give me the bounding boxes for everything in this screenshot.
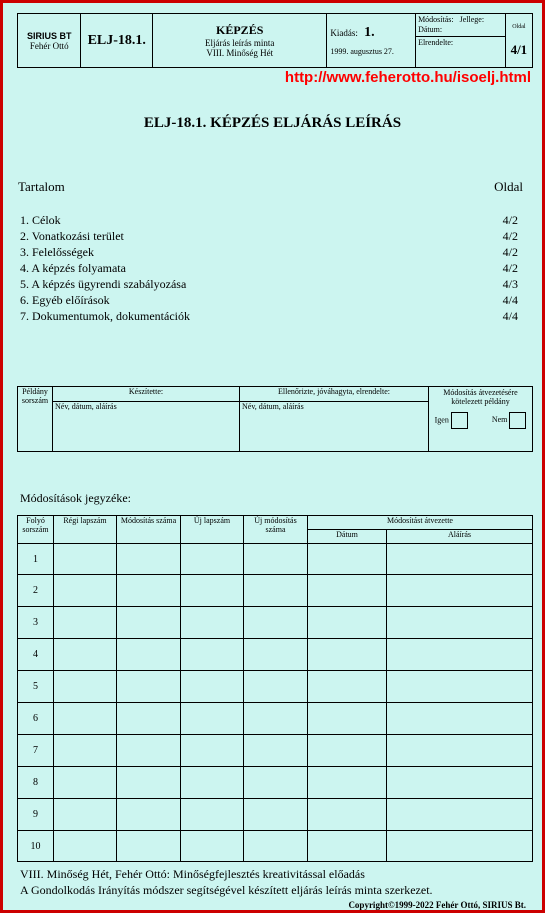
row-number: 10 <box>18 831 54 862</box>
page-label: Oldal <box>512 23 526 30</box>
cell[interactable] <box>181 575 244 607</box>
modifications-heading: Módosítások jegyzéke: <box>20 491 131 505</box>
toc-item <box>20 229 518 245</box>
document-title: ELJ-18.1. KÉPZÉS ELJÁRÁS LEÍRÁS <box>143 115 402 131</box>
row-number: 2 <box>18 575 54 607</box>
cell[interactable] <box>244 735 308 767</box>
cell[interactable] <box>54 575 117 607</box>
no-checkbox[interactable] <box>509 412 526 429</box>
cell[interactable] <box>244 671 308 703</box>
cell[interactable] <box>308 767 387 799</box>
doc-code: ELJ-18.1. <box>81 14 153 68</box>
page-cell <box>505 14 532 68</box>
cell[interactable] <box>244 831 308 862</box>
toc-item-page: 4/3 <box>502 277 518 291</box>
cell[interactable] <box>308 799 387 831</box>
cell[interactable] <box>117 607 181 639</box>
table-row <box>18 703 533 735</box>
cell[interactable] <box>308 735 387 767</box>
modifications-table <box>17 515 533 862</box>
row-number: 6 <box>18 703 54 735</box>
cell[interactable] <box>387 575 533 607</box>
row-number: 8 <box>18 767 54 799</box>
cell[interactable] <box>181 544 244 575</box>
cell[interactable] <box>387 799 533 831</box>
row-number: 4 <box>18 639 54 671</box>
company-cell <box>18 14 81 68</box>
mandatory-copy-label: Módosítás átvezetésére kötelezett példány <box>443 388 518 406</box>
cell[interactable] <box>387 767 533 799</box>
toc-item <box>20 261 518 277</box>
cell[interactable] <box>387 544 533 575</box>
toc-item-page: 4/2 <box>502 213 518 227</box>
toc-item-label: 7. Dokumentumok, dokumentációk <box>20 309 190 323</box>
table-row <box>18 831 533 862</box>
toc-item-page: 4/4 <box>502 293 518 307</box>
toc-item-label: 6. Egyéb előírások <box>20 293 110 307</box>
cell[interactable] <box>244 799 308 831</box>
prepared-by-header: Készítette: <box>53 387 240 402</box>
cell[interactable] <box>181 639 244 671</box>
cell[interactable] <box>387 671 533 703</box>
type-label: Jellege: <box>459 15 485 24</box>
row-number: 5 <box>18 671 54 703</box>
table-row <box>18 607 533 639</box>
cell[interactable] <box>181 703 244 735</box>
issue-value: 1. <box>364 25 375 40</box>
toc-item <box>20 293 518 309</box>
table-row <box>18 544 533 575</box>
footer-line-2: A Gondolkodás Irányítás módszer segítségével készített eljárás leírás minta szerkezet. <box>20 883 433 897</box>
row-number: 9 <box>18 799 54 831</box>
signature-table <box>17 386 533 452</box>
cell[interactable] <box>244 639 308 671</box>
toc-item-page: 4/2 <box>502 245 518 259</box>
checked-by-header: Ellenőrizte, jóváhagyta, elrendelte: <box>240 387 429 402</box>
table-row <box>18 767 533 799</box>
cell[interactable] <box>387 639 533 671</box>
cell[interactable] <box>308 575 387 607</box>
cell[interactable] <box>181 831 244 862</box>
toc-item-page: 4/2 <box>502 261 518 275</box>
col-applied-header: Módosítást átvezette <box>308 516 533 530</box>
table-row <box>18 799 533 831</box>
footer-line-1: VIII. Minőség Hét, Fehér Ottó: Minőségfejlesztés kreativitással előadás <box>20 867 365 881</box>
title-cell <box>153 14 327 68</box>
no-label: Nem <box>491 415 508 425</box>
toc-item-label: 4. A képzés folyamata <box>20 261 126 275</box>
toc-item <box>20 213 518 229</box>
table-row <box>18 735 533 767</box>
cell[interactable] <box>117 831 181 862</box>
cell[interactable] <box>244 703 308 735</box>
cell[interactable] <box>181 607 244 639</box>
cell[interactable] <box>244 544 308 575</box>
copyright: Copyright©1999-2022 Fehér Ottó, SIRIUS Bt. <box>348 900 526 910</box>
page-value: 4/1 <box>510 41 528 57</box>
row-number: 7 <box>18 735 54 767</box>
cell[interactable] <box>54 703 117 735</box>
row-number: 3 <box>18 607 54 639</box>
col-new-mod-header: Új módosítás száma <box>244 516 308 544</box>
col-new-page-header: Új lapszám <box>181 516 244 544</box>
header-subtitle-2: VIII. Minőség Hét <box>206 48 274 58</box>
toc-item-label: 3. Felelősségek <box>20 245 94 259</box>
cell[interactable] <box>244 767 308 799</box>
issue-date: 1999. augusztus 27. <box>330 47 394 56</box>
cell[interactable] <box>117 671 181 703</box>
col-date-header: Dátum <box>308 530 387 544</box>
toc-page-heading: Oldal <box>494 179 523 194</box>
toc-item <box>20 245 518 261</box>
toc-item <box>20 309 518 325</box>
cell[interactable] <box>54 671 117 703</box>
col-signature-header: Aláírás <box>387 530 533 544</box>
toc-item-label: 2. Vonatkozási terület <box>20 229 124 243</box>
cell[interactable] <box>54 767 117 799</box>
cell[interactable] <box>54 831 117 862</box>
toc-item-page: 4/4 <box>502 309 518 323</box>
mod-label: Módosítás: <box>418 15 454 24</box>
table-row <box>18 639 533 671</box>
cell[interactable] <box>387 831 533 862</box>
cell[interactable] <box>308 831 387 862</box>
date-label: Dátum: <box>418 25 443 34</box>
company-name: SIRIUS BT <box>26 30 72 41</box>
author-name: Fehér Ottó <box>29 40 69 51</box>
cell[interactable] <box>387 735 533 767</box>
col-serial-header: Folyó sorszám <box>18 516 54 544</box>
modification-cell <box>416 14 506 68</box>
toc-heading: Tartalom <box>18 179 65 194</box>
cell[interactable] <box>181 799 244 831</box>
cell[interactable] <box>308 671 387 703</box>
cell[interactable] <box>54 799 117 831</box>
cell[interactable] <box>387 607 533 639</box>
toc-item-label: 1. Célok <box>20 213 61 227</box>
cell[interactable] <box>244 607 308 639</box>
cell[interactable] <box>308 607 387 639</box>
yes-checkbox[interactable] <box>451 412 468 429</box>
issue-cell <box>327 14 416 68</box>
cell[interactable] <box>117 767 181 799</box>
issue-label: Kiadás: <box>330 28 358 38</box>
header-title: KÉPZÉS <box>216 23 264 37</box>
toc-item-label: 5. A képzés ügyrendi szabályozása <box>20 277 187 291</box>
toc-item-page: 4/2 <box>502 229 518 243</box>
cell[interactable] <box>308 544 387 575</box>
toc-item <box>20 277 518 293</box>
cell[interactable] <box>308 703 387 735</box>
cell[interactable] <box>54 639 117 671</box>
col-old-page-header: Régi lapszám <box>54 516 117 544</box>
document-header <box>17 13 533 68</box>
cell[interactable] <box>117 703 181 735</box>
cell[interactable] <box>117 799 181 831</box>
cell[interactable] <box>54 607 117 639</box>
header-subtitle-1: Eljárás leírás minta <box>204 38 275 48</box>
cell[interactable] <box>54 544 117 575</box>
cell[interactable] <box>308 639 387 671</box>
cell[interactable] <box>54 735 117 767</box>
yes-label: Igen <box>434 415 449 425</box>
cell[interactable] <box>181 767 244 799</box>
checked-signature-field[interactable]: Név, dátum, aláírás <box>240 402 429 452</box>
prepared-signature-field[interactable]: Név, dátum, aláírás <box>53 402 240 452</box>
cell[interactable] <box>117 735 181 767</box>
cell[interactable] <box>117 575 181 607</box>
cell[interactable] <box>244 575 308 607</box>
cell[interactable] <box>181 735 244 767</box>
mandatory-copy-cell <box>429 387 533 452</box>
table-row <box>18 671 533 703</box>
cell[interactable] <box>117 544 181 575</box>
cell[interactable] <box>117 639 181 671</box>
source-url-link[interactable]: http://www.feherotto.hu/isoelj.html <box>284 69 531 86</box>
ordered-label: Elrendelte: <box>416 36 505 48</box>
col-mod-number-header: Módosítás száma <box>117 516 181 544</box>
cell[interactable] <box>387 703 533 735</box>
table-row <box>18 575 533 607</box>
row-number: 1 <box>18 544 54 575</box>
cell[interactable] <box>181 671 244 703</box>
copy-number-header: Példány sorszám <box>18 387 53 452</box>
